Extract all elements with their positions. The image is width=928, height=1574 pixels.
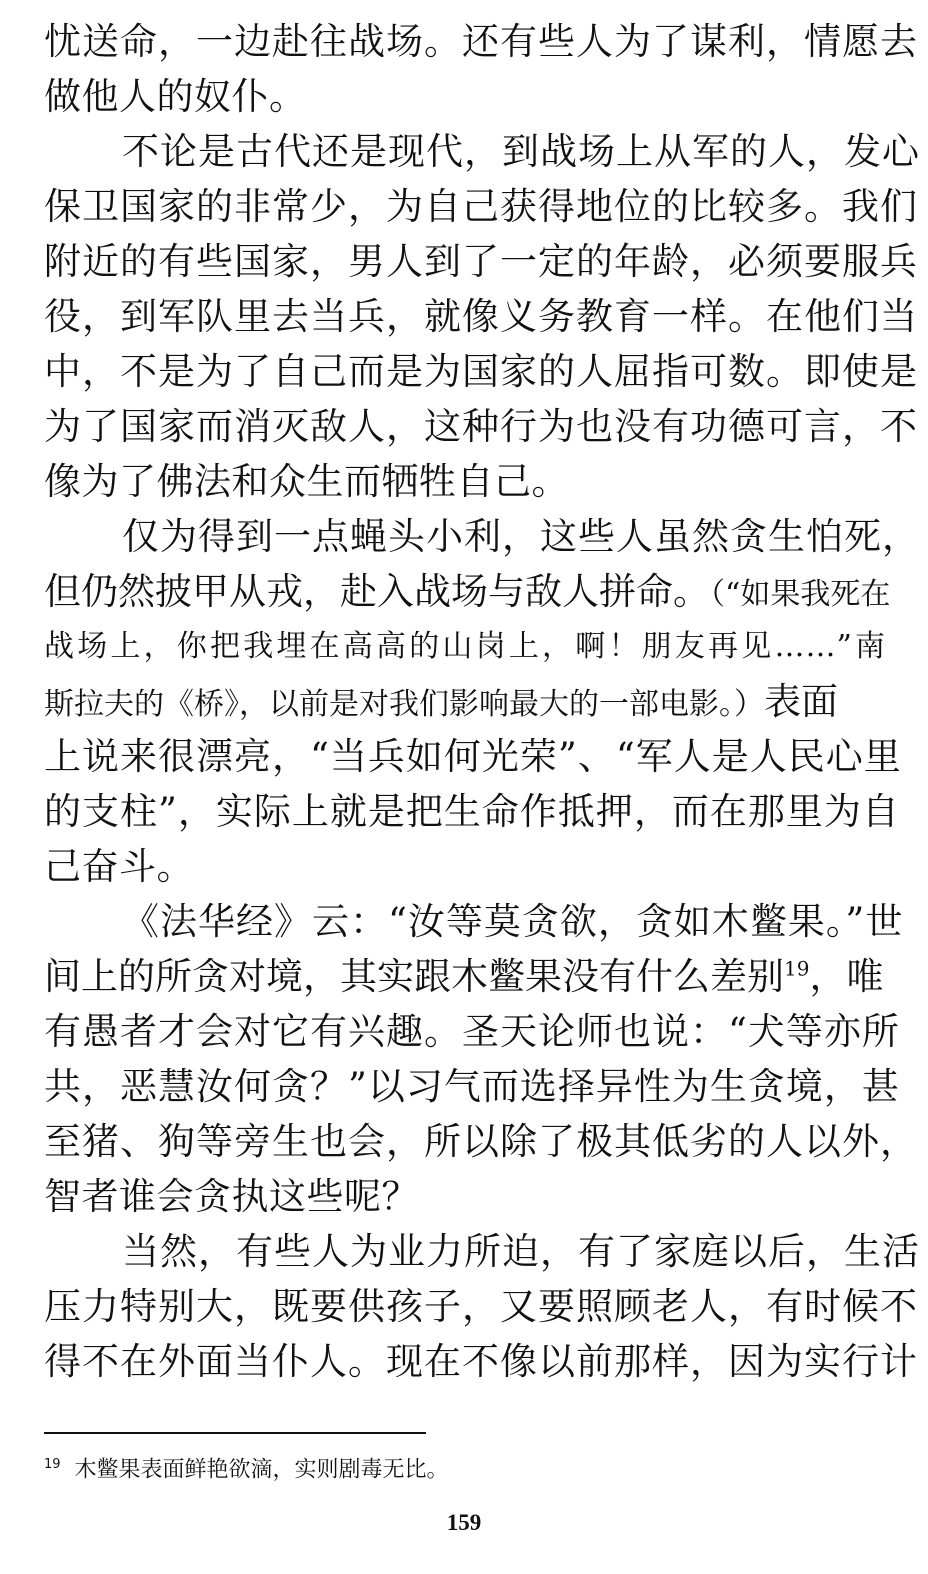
page-number: 159 xyxy=(446,1510,482,1535)
text-line: 共，恶慧汝何贪？”以习气而选择异性为生贪境，甚 xyxy=(44,1065,900,1108)
text-line xyxy=(44,564,891,619)
text-line: 《法华经》云：“汝等莫贪欲，贪如木鳖果。”世 xyxy=(122,900,904,943)
text-line: 仅为得到一点蝇头小利，这些人虽然贪生怕死， xyxy=(122,515,920,558)
text-line: 不论是古代还是现代，到战场上从军的人，发心 xyxy=(122,130,920,173)
text-line: 为了国家而消灭敌人，这种行为也没有功德可言，不 xyxy=(44,405,918,448)
text-line: 智者谁会贪执这些呢？ xyxy=(44,1175,419,1218)
parenthetical-line: 战场上，你把我埋在高高的山岗上，啊！朋友再见……”南 xyxy=(44,629,886,664)
page-body xyxy=(44,14,920,1389)
text-line xyxy=(44,674,886,729)
footnote-divider xyxy=(44,1432,426,1434)
footnote-text: 木鳖果表面鲜艳欲滴，实则剧毒无比。 xyxy=(74,1457,449,1483)
text-segment: 间上的所贪对境，其实跟木鳖果没有什么差别 xyxy=(44,955,784,998)
text-line: 的支柱”，实际上就是把生命作抵押，而在那里为自 xyxy=(44,790,900,833)
text-line: 附近的有些国家，男人到了一定的年龄，必须要服兵 xyxy=(44,240,918,283)
text-line: 像为了佛法和众生而牺牲自己。 xyxy=(44,460,569,503)
text-line: 保卫国家的非常少，为自己获得地位的比较多。我们 xyxy=(44,185,918,228)
text-line: 压力特别大，既要供孩子，又要照顾老人，有时候不 xyxy=(44,1285,918,1328)
text-line: 当然，有些人为业力所迫，有了家庭以后，生活 xyxy=(122,1230,920,1273)
text-line: 得不在外面当仆人。现在不像以前那样，因为实行计 xyxy=(44,1340,918,1383)
text-segment: ，唯 xyxy=(809,955,884,998)
text-line xyxy=(44,949,886,1004)
text-segment: 表面 xyxy=(764,680,838,723)
text-line: 己奋斗。 xyxy=(44,845,194,888)
footnote xyxy=(44,1450,449,1485)
text-line: 有愚者才会对它有兴趣。圣天论师也说：“犬等亦所 xyxy=(44,1010,900,1053)
text-line: 至猪、狗等旁生也会，所以除了极其低劣的人以外， xyxy=(44,1120,918,1163)
text-line: 上说来很漂亮，“当兵如何光荣”、“军人是人民心里 xyxy=(44,735,902,778)
text-line: 役，到军队里去当兵，就像义务教育一样。在他们当 xyxy=(44,295,918,338)
text-line: 忧送命，一边赴往战场。还有些人为了谋利，情愿去 xyxy=(44,20,918,63)
parenthetical-note: （“如果我死在 xyxy=(710,577,891,612)
footnote-reference[interactable]: 19 xyxy=(784,956,810,981)
text-line: 中，不是为了自己而是为国家的人屈指可数。即使是 xyxy=(44,350,918,393)
parenthetical-note: 斯拉夫的《桥》，以前是对我们影响最大的一部电影。） xyxy=(44,687,764,722)
text-segment: 但仍然披甲从戎，赴入战场与敌人拼命。 xyxy=(44,570,710,613)
text-line: 做他人的奴仆。 xyxy=(44,75,307,118)
footnote-number: 19 xyxy=(44,1457,61,1472)
